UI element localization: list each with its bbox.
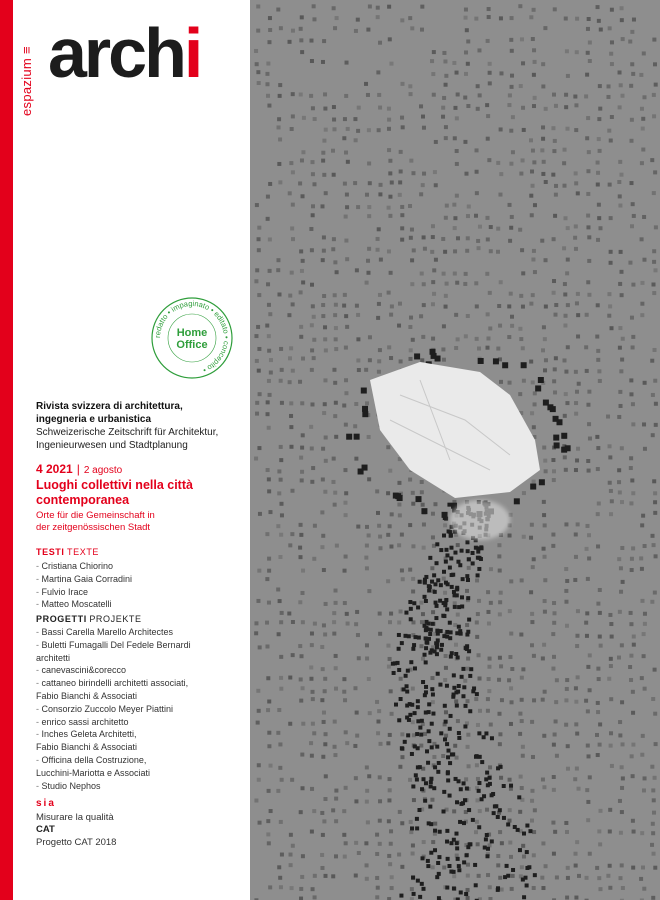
list-item: - Studio Nephos [36, 780, 101, 791]
sia-label: sia [36, 798, 56, 809]
red-edge-bar [0, 0, 13, 900]
list-item: architetti [36, 652, 71, 663]
testi-list [36, 560, 246, 611]
testi-heading: TESTI TEXTE [36, 547, 100, 557]
svg-text:Home: Home [176, 327, 208, 339]
list-item: - Inches Geleta Architetti, [36, 729, 137, 740]
list-item: - Martina Gaia Corradini [36, 573, 133, 584]
home-office-stamp [150, 296, 234, 380]
progetti-heading: PROGETTI PROJEKTE [36, 614, 142, 624]
list-item: - canevascini&corecco [36, 665, 127, 676]
list-item: Fabio Bianchi & Associati [36, 690, 138, 701]
list-item: - Matteo Moscatelli [36, 599, 112, 610]
list-item: - Cristiana Chiorino [36, 561, 114, 571]
issue-info: 4 2021 | 2 agosto [36, 462, 123, 476]
espazium-vertical-label: espazium ≡ [19, 46, 34, 116]
magazine-subtitle: Rivista svizzera di architettura, ingegneria e urbanistica Schweizerische Zeitschrift für Architektur, Ingenieurwesen und Stadtplanung [36, 401, 219, 451]
cover-photo [250, 0, 660, 900]
list-item: - enrico sassi architetto [36, 716, 129, 727]
cat-label: CAT [36, 824, 55, 835]
sia-item: Misurare la qualità [36, 812, 114, 823]
list-item: - Fulvio Irace [36, 586, 89, 597]
issue-title-de: Orte für die Gemeinschaft in der zeitgenössischen Stadt [36, 510, 155, 533]
list-item: - Buletti Fumagalli Del Fedele Bernardi [36, 639, 191, 650]
cat-item: Progetto CAT 2018 [36, 837, 117, 848]
list-item: - Bassi Carella Marello Architectes [36, 627, 174, 637]
issue-number: 4 2021 [36, 462, 73, 476]
list-item: Lucchini-Mariotta e Associati [36, 767, 151, 778]
archi-logo: archi [48, 14, 201, 92]
progetti-list [36, 626, 246, 792]
list-item: Fabio Bianchi & Associati [36, 742, 138, 753]
issue-title-it: Luoghi collettivi nella città contemporanea [36, 478, 193, 507]
list-item: - Officina della Costruzione, [36, 754, 147, 765]
issue-date: 2 agosto [83, 465, 123, 476]
svg-text:Office: Office [176, 339, 208, 351]
list-item: - cattaneo birindelli architetti associati, [36, 678, 189, 689]
list-item: - Consorzio Zuccolo Meyer Piattini [36, 703, 174, 714]
svg-text:redatto • impaginato • editato: redatto • impaginato • editato • concepito • [152, 298, 232, 375]
